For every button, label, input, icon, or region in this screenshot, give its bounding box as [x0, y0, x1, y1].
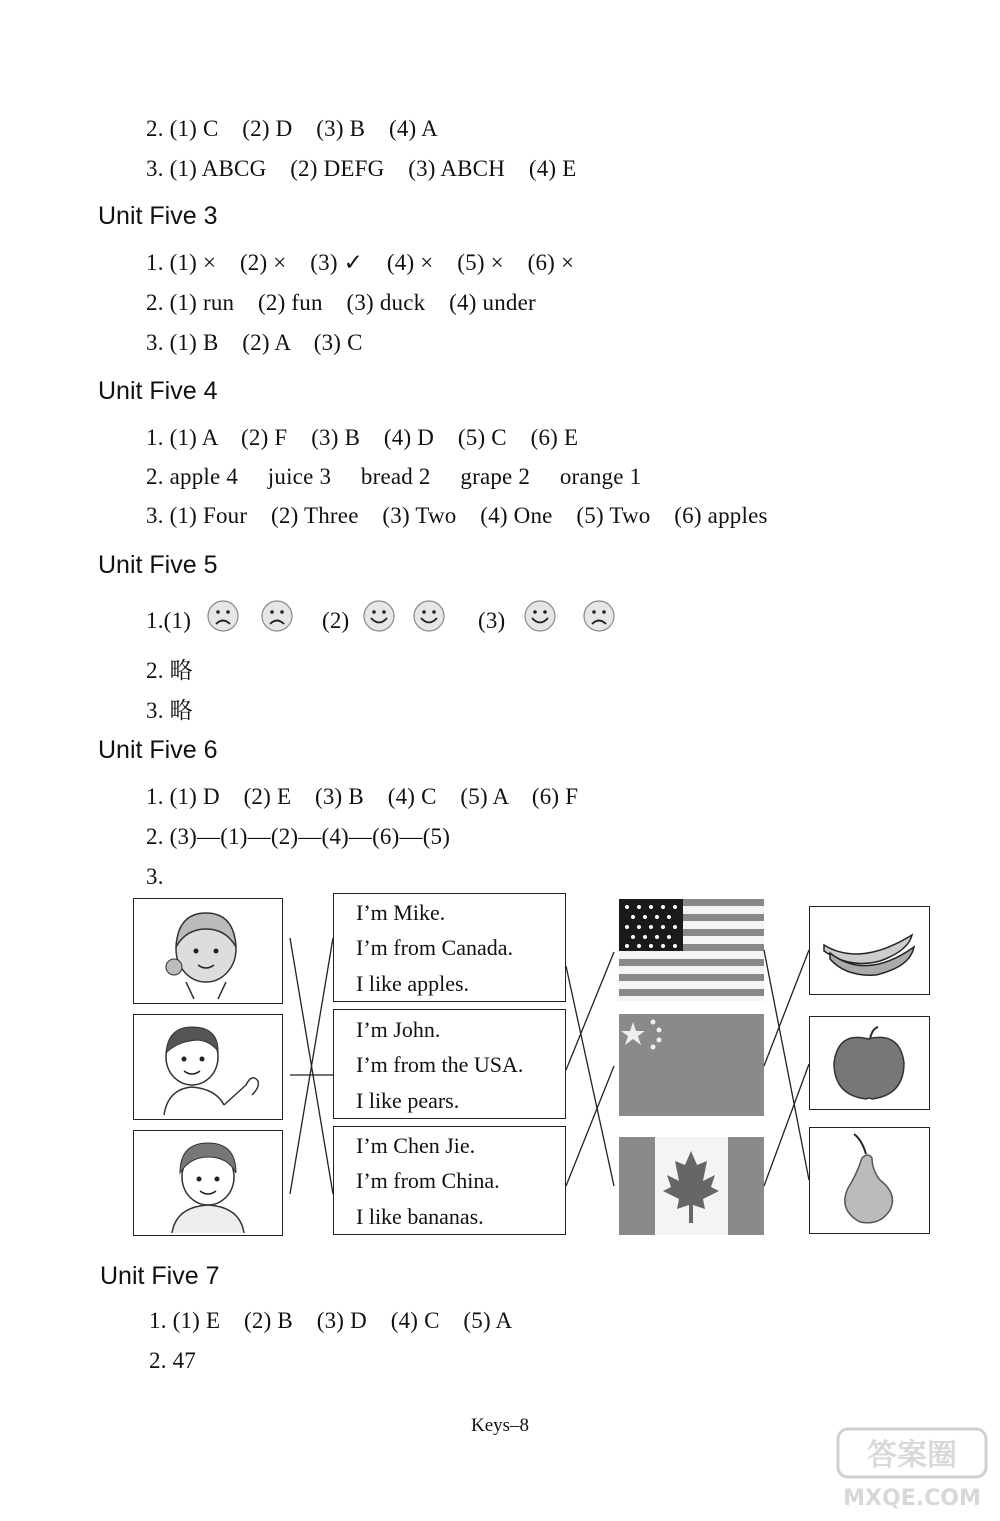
- answer-line: 1. (1) D (2) E (3) B (4) C (5) A (6) F: [146, 784, 579, 809]
- sentence: I’m Chen Jie.: [356, 1133, 476, 1158]
- match-line: [764, 950, 809, 1180]
- answer-label: (3): [478, 608, 506, 633]
- unit-heading: Unit Five 6: [98, 736, 218, 764]
- page-number: Keys–8: [470, 1415, 530, 1436]
- answer-line: 3. (1) ABCG (2) DEFG (3) ABCH (4) E: [146, 156, 577, 181]
- sentence: I’m Mike.: [356, 900, 446, 925]
- sentence: I like pears.: [356, 1088, 460, 1113]
- answer-line: 1. (1) × (2) × (3) ✓ (4) × (5) × (6) ×: [146, 250, 575, 275]
- answer-line: 2. (1) run (2) fun (3) duck (4) under: [146, 290, 536, 315]
- answer-line: 1. (1) E (2) B (3) D (4) C (5) A: [149, 1308, 513, 1333]
- unit-heading: Unit Five 4: [98, 377, 218, 405]
- answer-line: 3.: [146, 864, 164, 889]
- answer-label: (2): [322, 608, 350, 633]
- answer-line: 1. (1) A (2) F (3) B (4) D (5) C (6) E: [146, 425, 579, 450]
- match-line: [566, 1066, 614, 1186]
- match-line: [566, 966, 614, 1186]
- sentence: I like bananas.: [356, 1204, 484, 1229]
- answer-line: 2. 47: [149, 1348, 196, 1373]
- match-line: [764, 1064, 809, 1186]
- watermark-logo: [832, 1425, 992, 1515]
- answer-line: 2. 略: [146, 658, 193, 683]
- sentence: I’m John.: [356, 1017, 441, 1042]
- answer-line: 2. (1) C (2) D (3) B (4) A: [146, 116, 438, 141]
- unit-heading: Unit Five 3: [98, 202, 218, 230]
- answer-line: 3. (1) B (2) A (3) C: [146, 330, 363, 355]
- match-line: [566, 952, 614, 1070]
- svg-text:MXQE.COM: MXQE.COM: [843, 1486, 981, 1511]
- answer-line: 2. (3)—(1)—(2)—(4)—(6)—(5): [146, 824, 451, 849]
- sentence: I’m from the USA.: [356, 1052, 524, 1077]
- answer-line: 2. apple 4 juice 3 bread 2 grape 2 orange 1: [146, 464, 642, 489]
- unit-heading: Unit Five 7: [100, 1262, 220, 1290]
- unit-heading: Unit Five 5: [98, 551, 218, 579]
- answer-line: 3. 略: [146, 698, 193, 723]
- answer-line: 1.(1): [146, 608, 192, 633]
- sentence: I’m from China.: [356, 1168, 500, 1193]
- svg-text:答案圈: 答案圈: [867, 1438, 957, 1473]
- match-line: [764, 950, 809, 1066]
- sentence: I like apples.: [356, 971, 470, 996]
- answer-line: 3. (1) Four (2) Three (3) Two (4) One (5) Two (6) apples: [146, 503, 768, 528]
- sentence: I’m from Canada.: [356, 935, 513, 960]
